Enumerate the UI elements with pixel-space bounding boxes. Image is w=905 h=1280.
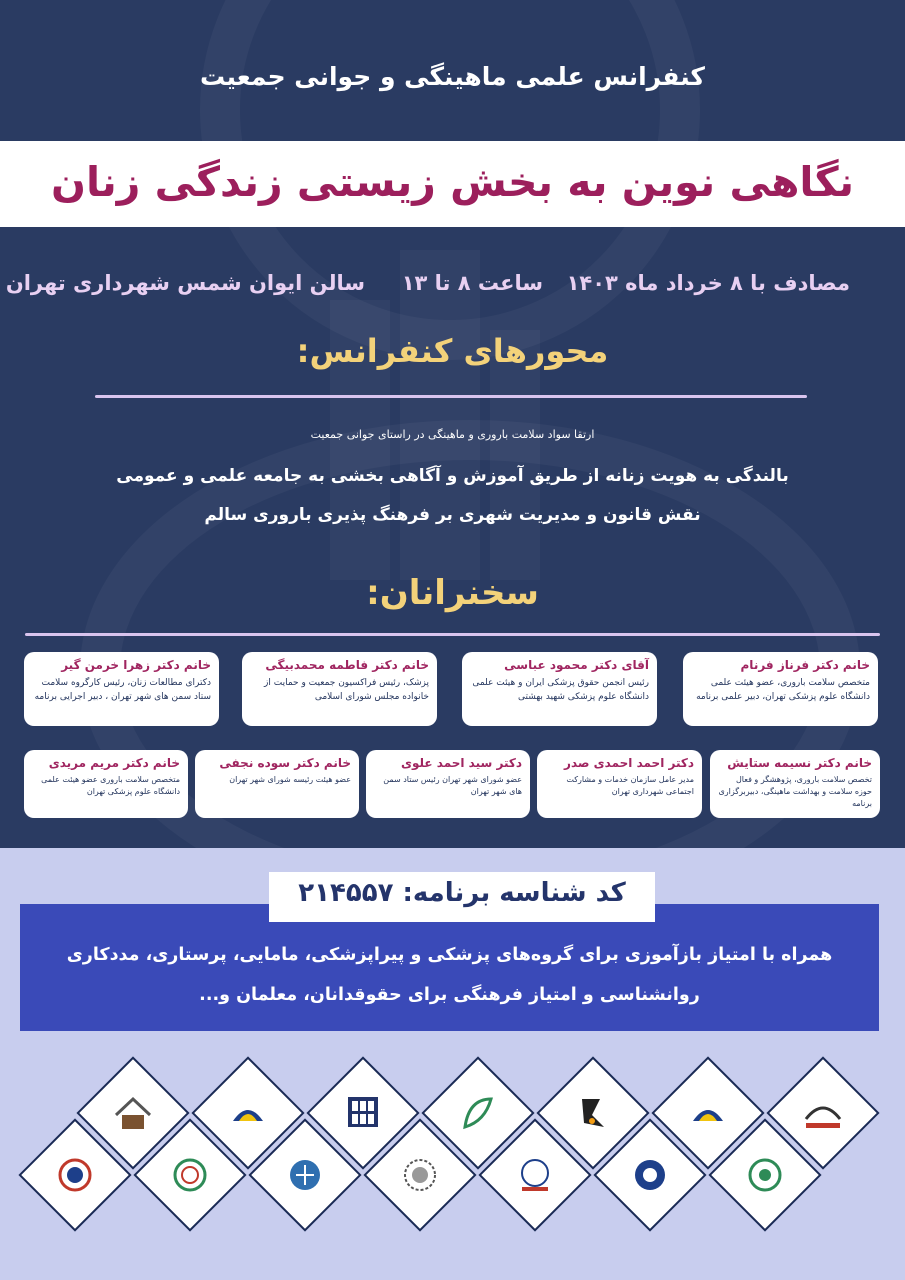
speaker-name: دکتر احمد احمدی صدر	[564, 756, 694, 770]
speaker-description: دکترای مطالعات زنان، رئیس کارگروه سلامت ستاد سمن های شهر تهران ، دبیر اجرایی برنامه	[34, 678, 211, 702]
building-logo-icon	[340, 1093, 386, 1133]
divider	[25, 633, 880, 636]
organization-logo-icon	[570, 1093, 616, 1133]
divider	[95, 395, 807, 398]
axes-heading: محورهای کنفرانس:	[296, 332, 609, 370]
speaker-card	[242, 652, 437, 726]
family-house-logo-icon	[110, 1093, 156, 1133]
speaker-description: رئیس انجمن حقوق پزشکی ایران و هیئت علمی دانشگاه علوم پزشکی شهید بهشتی	[472, 678, 649, 702]
speaker-description: عضو شورای شهر تهران رئیس ستاد سمن های شهر تهران	[383, 775, 522, 796]
green-logo-icon	[455, 1093, 501, 1133]
axis-item: بالندگی به هویت زنانه از طریق آموزش و آگاهی بخشی به جامعه علمی و عمومی	[116, 466, 789, 486]
sponsor-logo	[251, 1121, 358, 1228]
scales-logo-icon	[282, 1155, 328, 1195]
speaker-name: خانم دکتر فاطمه محمدبیگی	[265, 658, 429, 672]
speaker-name: خانم دکتر فرناز فرنام	[740, 658, 870, 672]
speaker-card	[24, 750, 188, 818]
sponsor-logo	[596, 1121, 703, 1228]
school-logo-icon	[225, 1093, 271, 1133]
sponsor-logo	[136, 1121, 243, 1228]
speaker-description: تخصص سلامت باروری، پژوهشگر و فعال حوزه سلامت و بهداشت ماهینگی، دبیربرگزاری برنامه	[718, 775, 872, 808]
credit-panel	[20, 904, 879, 1031]
speakers-heading: سخنرانان:	[366, 573, 539, 613]
speaker-description: پزشک، رئیس فراکسیون جمعیت و حمایت از خانواده مجلس شورای اسلامی	[264, 678, 429, 702]
event-time: ساعت ۸ تا ۱۳	[401, 271, 543, 295]
axis-item: نقش قانون و مدیریت شهری بر فرهنگ پذیری باروری سالم	[204, 505, 701, 525]
sponsor-logo	[481, 1121, 588, 1228]
event-venue: سالن ایوان شمس شهرداری تهران	[5, 271, 365, 295]
speaker-name: خانم دکتر سوده نجفی	[219, 756, 351, 770]
credit-line: روانشناسی و امتیاز فرهنگی برای حقوقدانان، معلمان و...	[199, 985, 700, 1005]
social-logo-icon	[512, 1155, 558, 1195]
speaker-description: عضو هیئت رئیسه شورای شهر تهران	[229, 775, 351, 784]
speaker-card	[366, 750, 530, 818]
axis-item-small: ارتقا سواد سلامت باروری و ماهینگی در راستای جوانی جمعیت	[310, 428, 595, 441]
women-assoc-logo-icon	[167, 1155, 213, 1195]
background-building	[400, 250, 480, 580]
city-logo-icon	[742, 1155, 788, 1195]
speaker-name: خانم دکتر مریم مریدی	[48, 756, 180, 770]
speaker-card	[462, 652, 657, 726]
speaker-name: آقای دکتر محمود عباسی	[504, 658, 649, 672]
sponsor-logo	[711, 1121, 818, 1228]
speaker-card	[195, 750, 359, 818]
speaker-description: مدیر عامل سازمان خدمات و مشارکت اجتماعی شهرداری تهران	[566, 775, 694, 796]
conference-subtitle: کنفرانس علمی ماهینگی و جوانی جمعیت	[200, 62, 705, 91]
municipality-logo-icon	[627, 1155, 673, 1195]
speaker-name: خانم دکتر نسیمه ستایش	[727, 756, 872, 770]
nashan-logo-icon	[800, 1093, 846, 1133]
speaker-card	[683, 652, 878, 726]
sponsor-logo	[366, 1121, 473, 1228]
center-logo-icon	[685, 1093, 731, 1133]
speaker-card	[24, 652, 219, 726]
conference-title: نگاهی نوین به بخش زیستی زندگی زنان	[50, 158, 855, 206]
program-code: کد شناسه برنامه: ۲۱۴۵۵۷	[298, 878, 626, 908]
speaker-name: دکتر سید احمد علوی	[400, 756, 522, 770]
event-date: مصادف با ۸ خرداد ماه ۱۴۰۳	[566, 271, 850, 295]
speaker-description: متخصص سلامت باروری، عضو هیئت علمی دانشگاه علوم پزشکی تهران، دبیر علمی برنامه	[696, 678, 870, 702]
speaker-card	[710, 750, 880, 818]
seal-logo-icon	[397, 1155, 443, 1195]
speaker-description: متخصص سلامت باروری عضو هیئت علمی دانشگاه علوم پزشکی تهران	[41, 775, 180, 796]
credit-line: همراه با امتیاز بازآموزی برای گروه‌های پزشکی و پیراپزشکی، مامایی، پرستاری، مددکاری	[66, 945, 833, 965]
medical-law-logo-icon	[52, 1155, 98, 1195]
sponsor-logo	[21, 1121, 128, 1228]
speaker-name: خانم دکتر زهرا خرمن گیر	[61, 658, 211, 672]
speaker-card	[537, 750, 702, 818]
